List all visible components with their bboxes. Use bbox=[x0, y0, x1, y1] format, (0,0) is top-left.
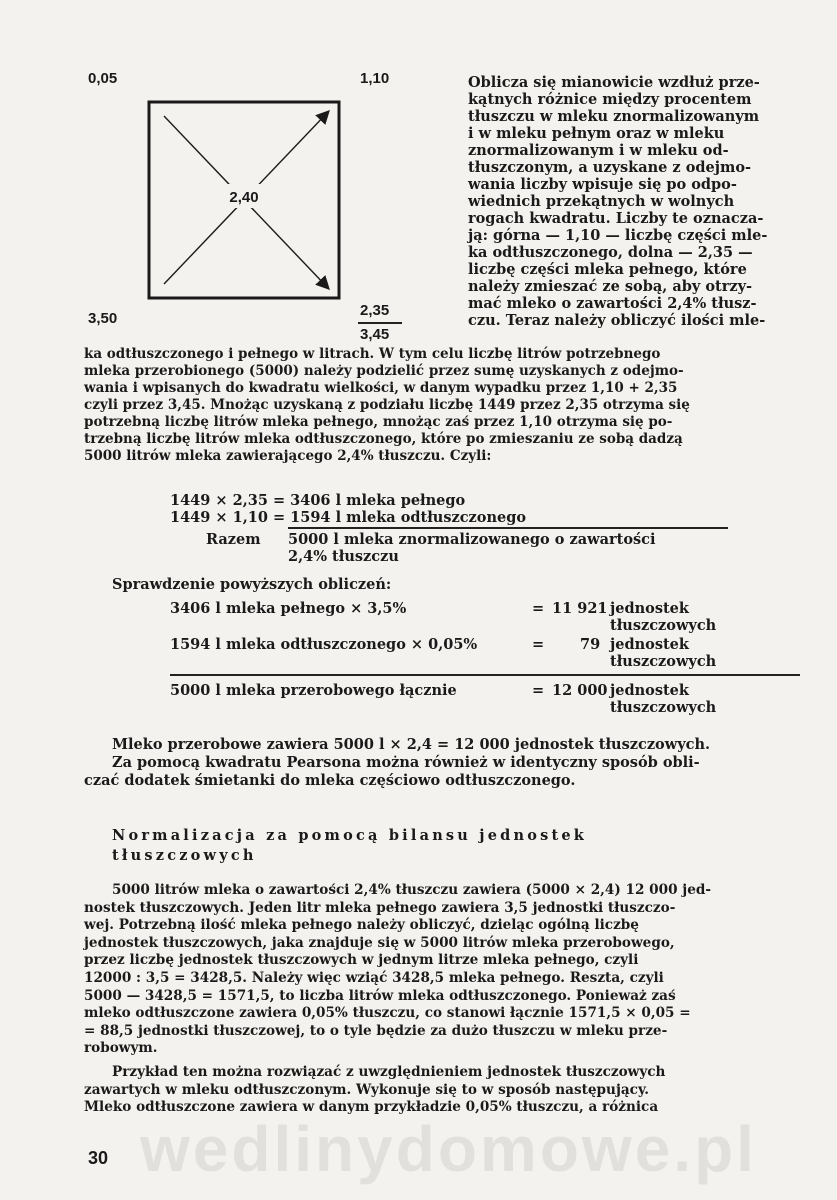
check-row-3-left: 5000 l mleka przerobowego łącznie bbox=[170, 682, 457, 699]
intro-line: Oblicza się mianowicie wzdłuż prze- bbox=[468, 74, 760, 91]
paragraph-1 bbox=[84, 346, 800, 465]
check-row-2-value: 79 bbox=[580, 636, 601, 653]
paragraph-line: mleka przerobionego (5000) należy podzielić przez sumę uzyskanych z odejmo- bbox=[84, 363, 684, 379]
intro-line: tłuszczonym, a uzyskane z odejmo- bbox=[468, 159, 752, 176]
intro-line: liczbę części mleka pełnego, które bbox=[468, 261, 747, 278]
paragraph-line: potrzebną liczbę litrów mleka pełnego, mnożąc zaś przez 1,10 otrzyma się po- bbox=[84, 414, 673, 430]
paragraph-3 bbox=[84, 882, 800, 1058]
square-sum-rule bbox=[358, 322, 402, 324]
square-center-value: 2,40 bbox=[229, 189, 259, 206]
paragraph-4 bbox=[84, 1064, 800, 1117]
paragraph-line: nostek tłuszczowych. Jeden litr mleka pełnego zawiera 3,5 jednostki tłuszczo- bbox=[84, 899, 676, 916]
page-number: 30 bbox=[88, 1148, 109, 1168]
paragraph-line: mleko odtłuszczone zawiera 0,05% tłuszczu, co stanowi łącznie 1571,5 × 0,05 = bbox=[84, 1005, 691, 1022]
check-row-1-eq: = bbox=[532, 600, 545, 617]
intro-line: należy zmieszać ze sobą, aby otrzy- bbox=[468, 278, 753, 295]
paragraph-line: wej. Potrzebną ilość mleka pełnego należy obliczyć, dzieląc ogólną liczbę bbox=[84, 917, 639, 934]
intro-line: tłuszczu w mleku znormalizowanym bbox=[468, 108, 760, 125]
paragraph-line: = 88,5 jednostki tłuszczowej, to o tyle będzie za dużo tłuszczu w mleku prze- bbox=[84, 1022, 668, 1039]
check-row-1-unit: tłuszczowych bbox=[610, 617, 717, 634]
intro-line: wiednich przekątnych w wolnych bbox=[468, 193, 735, 210]
check-row-3-value: 12 000 bbox=[552, 682, 608, 699]
paragraph-line: 5000 litrów mleka o zawartości 2,4% tłuszczu zawiera (5000 × 2,4) 12 000 jed- bbox=[112, 882, 711, 898]
intro-line: mać mleko o zawartości 2,4% tłusz- bbox=[468, 295, 757, 312]
check-rule bbox=[170, 674, 800, 676]
paragraph-line: Mleko odtłuszczone zawiera w danym przykładzie 0,05% tłuszczu, a różnica bbox=[84, 1099, 659, 1116]
paragraph-line: trzebną liczbę litrów mleka odtłuszczonego, które po zmieszaniu ze sobą dadzą bbox=[84, 431, 683, 447]
intro-line: czu. Teraz należy obliczyć ilości mle- bbox=[468, 312, 766, 329]
square-label-bottom-left: 3,50 bbox=[88, 310, 118, 327]
calc-rule bbox=[288, 527, 728, 529]
watermark: wedlinydomowe.pl bbox=[140, 1113, 757, 1185]
pearson-square-diagram bbox=[140, 96, 350, 306]
square-label-top-left: 0,05 bbox=[88, 70, 118, 87]
paragraph-2-line: Za pomocą kwadratu Pearsona można również w identyczny sposób obli- bbox=[112, 754, 700, 771]
check-row-2-eq: = bbox=[532, 636, 545, 653]
check-row-1-value: 11 921 bbox=[552, 600, 608, 617]
intro-line: rogach kwadratu. Liczby te oznacza- bbox=[468, 210, 764, 227]
razem-label: Razem bbox=[206, 531, 261, 548]
intro-line: wania liczby wpisuje się po odpo- bbox=[468, 176, 737, 193]
intro-line: znormalizowanym i w mleku od- bbox=[468, 142, 729, 159]
calc-line-1: 1449 × 2,35 = 3406 l mleka pełnego bbox=[170, 492, 466, 509]
check-row-2-unit: tłuszczowych bbox=[610, 653, 717, 670]
paragraph-line: Przykład ten można rozwiązać z uwzględnieniem jednostek tłuszczowych bbox=[112, 1064, 666, 1080]
intro-line: ka odtłuszczonego, dolna — 2,35 — bbox=[468, 244, 753, 261]
check-row-3-unit: jednostek bbox=[610, 682, 689, 699]
paragraph-line: 5000 — 3428,5 = 1571,5, to liczba litrów mleka odtłuszczonego. Ponieważ zaś bbox=[84, 987, 676, 1004]
intro-line: ją: górna — 1,10 — liczbę części mle- bbox=[468, 227, 768, 244]
calc-line-2: 1449 × 1,10 = 1594 l mleka odtłuszczonego bbox=[170, 509, 527, 526]
razem-value-2: 2,4% tłuszczu bbox=[288, 548, 399, 565]
square-label-sum: 3,45 bbox=[360, 326, 390, 343]
check-row-2-left: 1594 l mleka odtłuszczonego × 0,05% bbox=[170, 636, 478, 653]
paragraph-line: zawartych w mleku odtłuszczonym. Wykonuje się to w sposób następujący. bbox=[84, 1081, 650, 1098]
check-row-3-unit: tłuszczowych bbox=[610, 699, 717, 716]
check-row-1-unit: jednostek bbox=[610, 600, 689, 617]
paragraph-line: 5000 litrów mleka zawierającego 2,4% tłuszczu. Czyli: bbox=[84, 448, 492, 464]
square-label-bottom-right: 2,35 bbox=[360, 302, 390, 319]
paragraph-line: czyli przez 3,45. Mnożąc uzyskaną z podziału liczbę 1449 przez 2,35 otrzyma się bbox=[84, 397, 690, 413]
paragraph-2-line: czać dodatek śmietanki do mleka częściowo odtłuszczonego. bbox=[84, 772, 576, 789]
paragraph-line: robowym. bbox=[84, 1040, 158, 1057]
paragraph-2-line: Mleko przerobowe zawiera 5000 l × 2,4 = 12 000 jednostek tłuszczowych. bbox=[112, 736, 711, 753]
check-row-2-unit: jednostek bbox=[610, 636, 689, 653]
paragraph-line: jednostek tłuszczowych, jaka znajduje się w 5000 litrów mleka przerobowego, bbox=[84, 934, 675, 951]
check-row-3-eq: = bbox=[532, 682, 545, 699]
section-heading-line-2: tłuszczowych bbox=[112, 847, 257, 864]
intro-line: kątnych różnice między procentem bbox=[468, 91, 752, 108]
check-title: Sprawdzenie powyższych obliczeń: bbox=[112, 576, 392, 593]
square-label-top-right: 1,10 bbox=[360, 70, 390, 87]
paragraph-line: wania i wpisanych do kwadratu wielkości, w danym wypadku przez 1,10 + 2,35 bbox=[84, 380, 678, 396]
intro-line: i w mleku pełnym oraz w mleku bbox=[468, 125, 725, 142]
paragraph-line: 12000 : 3,5 = 3428,5. Należy więc wziąć 3428,5 mleka pełnego. Reszta, czyli bbox=[84, 969, 664, 986]
paragraph-line: ka odtłuszczonego i pełnego w litrach. W tym celu liczbę litrów potrzebnego bbox=[84, 346, 661, 362]
check-row-1-left: 3406 l mleka pełnego × 3,5% bbox=[170, 600, 407, 617]
razem-value: 5000 l mleka znormalizowanego o zawartości bbox=[288, 531, 656, 548]
section-heading-line-1: Normalizacja za pomocą bilansu jednostek bbox=[112, 827, 588, 844]
paragraph-line: przez liczbę jednostek tłuszczowych w jednym litrze mleka pełnego, czyli bbox=[84, 952, 639, 969]
